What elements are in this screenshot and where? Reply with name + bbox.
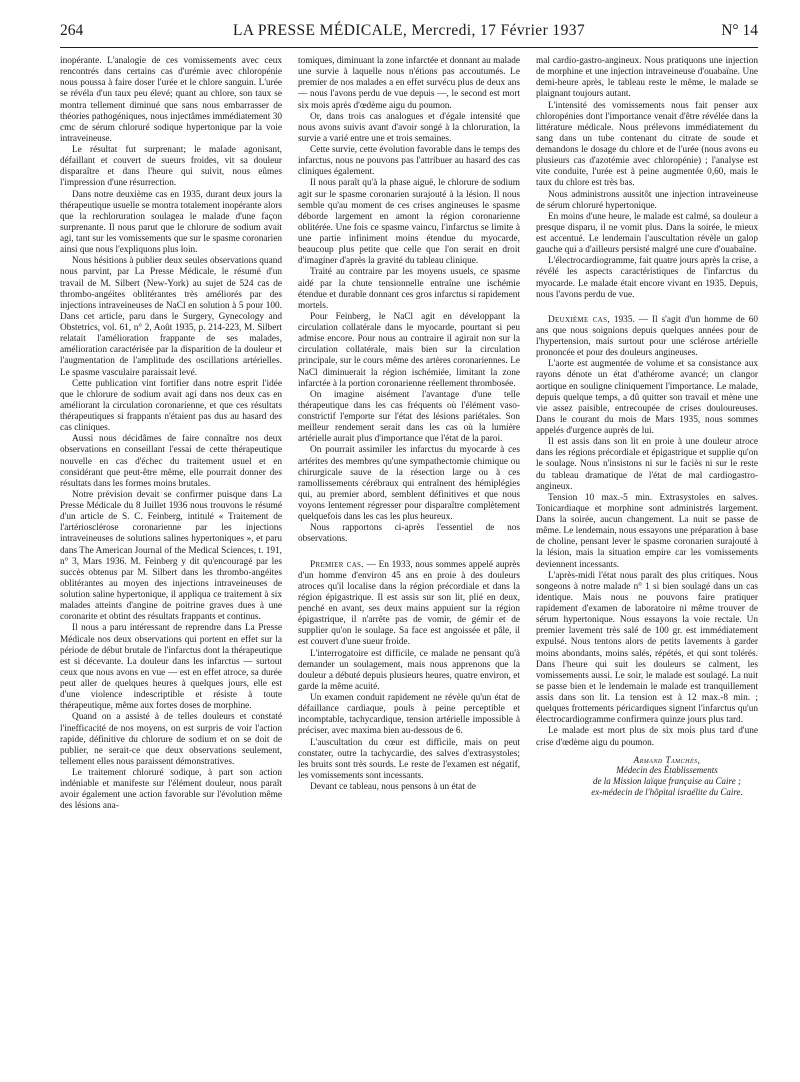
paragraph-text: Quand on a assisté à de telles douleurs et constaté l'inefficacité de nos moyens, on est surpris de voir l'action rapide, définitive du chlorure de sodium et on se doit de publier, ne serait-ce que deux observations seulement, tellement elles nous paraissent démonstratives.: [60, 712, 282, 767]
paragraph: [298, 523, 520, 545]
paragraph-text: En moins d'une heure, le malade est calmé, sa douleur a presque disparu, il ne vomit plus. Dans la soirée, le mieux est accentué. Le lendemain l'auscultation révèle un galop gauche qui a d'ailleurs persisté malgré une cure d'ouabaïne.: [536, 211, 758, 256]
issue-number: N° 14: [721, 22, 758, 39]
paragraph: [536, 256, 758, 301]
paragraph-text: Il nous a paru intéressant de reprendre dans La Presse Médicale nos deux observations qui portent en effet sur la période de début brutale de l'infarctus dont la thérapeutique est si décevante. La douleur dans les infarctus — surtout ceux que nous avons en vue — est en effet atroce, sa durée peut aller de quelques heures à quelques jours, elle est d'une violence indescriptible et résiste à toute thérapeutique, même aux fortes doses de morphine.: [60, 623, 282, 712]
paragraph-text: inopérante. L'analogie de ces vomissements avec ceux rencontrés dans certains cas d'urémie avec chloropénie nous poussa à faire doser l'urée et le chlore sanguin. L'urée se révéla d'un taux peu élevé; quant au chlore, son taux se montra tellement diminué que sans nous embarrasser de théories pathogéniques, nous injectâmes immédiatement 30 cmc de sérum chloruré sodique hypertonique par la voie intraveineuse.: [60, 56, 282, 144]
paragraph-text: 1935. — Il s'agit d'un homme de 60 ans que nous soignions depuis quelques années pour de l'hypertension, mais surtout pour une sclérose artérielle prononcée et pour des douleurs angineuses.: [536, 314, 758, 359]
paragraph: [536, 190, 758, 212]
paragraph-text: L'intensité des vomissements nous fait penser aux chloropénies dont l'importance venait d'être révélée dans la littérature médicale. Nous prélevons immédiatement du sang dans un tube contenant du citrate de soude et demandons le dosage du chlore et de l'urée (nous avons eu plusieurs cas d'azotémie avec chloropénie) ; l'analyse est vite conduite, l'urée est à peine augmentée 0,60, mais le taux du chlore est très bas.: [536, 100, 758, 189]
paragraph-text: L'aorte est augmentée de volume et sa consistance aux rayons dénote un état d'athérome avancé; un clangor aortique en souligne cliniquement l'importance. Le malade, depuis quelque temps, a dû quitter son travail et mène une vie assez paisible, entrecoupée de crises douloureuses. Dans le courant du mois de Mars 1935, nous sommes appelés d'urgence auprès de lui.: [536, 359, 758, 436]
paragraph: [536, 571, 758, 727]
header-rule: [60, 47, 758, 48]
paragraph-text: Il nous paraît qu'à la phase aiguë, le chlorure de sodium agit sur le spasme coronarien surajouté à la lésion. Il nous semble qu'au moment de ces crises angineuses le spasme déborde largement en amont la région coronarienne oblitérée. Une fois ce spasme vaincu, l'infarctus se limite à une partie infiniment moins étendue du myocarde, beaucoup plus petite que celle que l'on serait en droit d'imaginer d'après la gravité du tableau clinique.: [298, 178, 520, 267]
paragraph-text: Nous administrons aussitôt une injection intraveineuse de sérum chloruré hypertonique.: [536, 189, 758, 211]
paragraph-text: L'auscultation du cœur est difficile, mais on peut constater, outre la tachycardie, des salves d'extrasystoles; les bruits sont très sourds. Le reste de l'examen est négatif, les vomissements sont incessants.: [298, 737, 520, 781]
paragraph-text: L'électrocardiogramme, fait quatre jours après la crise, a révélé les aspects caractéristiques de l'infarctus du myocarde. Le malade était encore vivant en 1935. Depuis, nous l'avons perdu de vue.: [536, 256, 758, 300]
paragraph-text: L'après-midi l'état nous paraît des plus critiques. Nous songeons à notre malade n° 1 si bien soulagé dans un cas identique. Mais nous ne pouvons faire pratiquer rapidement d'examen de laboratoire ni même trouver de sérum hypertonique. Nous essayons la voie rectale. Un premier lavement très salé de 100 gr. est immédiatement expulsé. Nous tentons alors de petits lavements à garder moins abondants, moins salés, répétés, et qui sont tolérés. Dans l'heure qui suit les douleurs se calment, les vomissements aussi. Le soir, le malade est soulagé. La nuit se passe bien et le lendemain le malade est tranquillement assis dans son lit. La tension est à 12 max.-8 min. ; quelques frottements péricardiques signent l'infarctus qu'un électrocardiogramme confirmera quinze jours plus tard.: [536, 570, 758, 726]
paragraph-text: Devant ce tableau, nous pensons à un état de: [310, 782, 476, 792]
paragraph: [298, 267, 520, 312]
paragraph: [298, 312, 520, 390]
paragraph-text: Dans notre deuxième cas en 1935, durant deux jours la thérapeutique usuelle se montra totalement inopérante alors que la rechloruration soulagea le malade d'une façon surprenante. Il nous parut que le chlorure de sodium avait agi, tant sur les vomissements que sur le spasme coronarien ainsi que nous l'expliquons plus loin.: [60, 189, 282, 256]
paragraph: [298, 445, 520, 523]
page-number: 264: [60, 22, 84, 39]
case-heading: Premier cas.: [310, 559, 364, 570]
paragraph: [298, 782, 520, 793]
paragraph: [60, 145, 282, 190]
paragraph: [298, 693, 520, 738]
paragraph-text: Il est assis dans son lit en proie à une douleur atroce dans les régions précordiale et épigastrique et supplie qu'on le soulage. Nous n'insistons ni sur le faciès ni sur le reste du tableau dramatique de l'état de mal cardiogastro-angineux.: [536, 437, 758, 492]
journal-title: LA PRESSE MÉDICALE, Mercredi, 17 Février 1937: [232, 22, 586, 39]
paragraph-text: On imagine aisément l'avantage d'une telle thérapeutique dans les cas fréquents où l'élément vaso-constrictif l'emporte sur l'état des lésions pariétales. Son meilleur rendement serait dans les cas où la lumière artérielle aurait plus d'importance que l'état de la paroi.: [298, 389, 520, 445]
author-signature: [536, 755, 758, 798]
paragraph-text: Un examen conduit rapidement ne révèle qu'un état de défaillance cardiaque, pouls à peine perceptible et incomptable, tachycardique, tension artérielle impossible à préciser, avec maxima bien au-dessous de 6.: [298, 693, 520, 737]
paragraph: [60, 434, 282, 490]
paragraph-text: mal cardio-gastro-angineux. Nous pratiquons une injection de morphine et une injection intraveineuse d'ouabaïne. Une demi-heure après, le tableau reste le même, le malade se plaignant toujours autant.: [536, 56, 758, 100]
paragraph: [536, 315, 758, 360]
paragraph: [60, 623, 282, 712]
paragraph: [536, 726, 758, 748]
case-heading: Deuxième cas,: [548, 314, 610, 325]
paragraph: [60, 256, 282, 378]
author-name: Armand Tamchès,: [633, 754, 701, 765]
paragraph: [60, 768, 282, 813]
paragraph-text: Cette publication vint fortifier dans notre esprit l'idée que le chlorure de sodium avait agi dans nos deux cas en améliorant la circulation coronarienne, et que ces résultats thérapeutiques si frappants n'étaient pas dus au hasard des cas cliniques.: [60, 378, 282, 434]
paragraph: [536, 212, 758, 257]
paragraph: [298, 738, 520, 783]
paragraph-text: Le traitement chloruré sodique, à part son action indéniable et manifeste sur l'élément douleur, nous paraît avoir également une action favorable sur l'évolution même des lésions ana-: [60, 768, 282, 812]
paragraph-text: Pour Feinberg, le NaCl agit en développant la circulation collatérale dans le myocarde, pourtant si peu admise encore. Pour nous au contraire il agirait non sur la circulation collatérale, mais bien sur la circulation principale, sur le cours même des artères coronariennes. Le NaCl diminuerait la région ischémiée, limitant la zone infarctée à la portion coronarienne réellement thrombosée.: [298, 311, 520, 389]
paragraph: [536, 101, 758, 190]
paragraph-text: L'interrogatoire est difficile, ce malade ne pensant qu'à demander un soulagement, mais nous apprenons que la douleur a débuté depuis plusieurs heures, quatre environ, et garde la même acuité.: [298, 648, 520, 692]
paragraph: [60, 712, 282, 768]
paragraph: [298, 112, 520, 145]
paragraph: [536, 493, 758, 571]
paragraph: [298, 178, 520, 267]
paragraph-text: tomiques, diminuant la zone infarctée et donnant au malade une survie à laquelle nous n'étions pas accoutumés. Le premier de nos malades a en effet survécu plus de deux ans — nous l'avons perdu de vue depuis —, le second est mort six mois après d'œdème aigu du poumon.: [298, 56, 520, 111]
paragraph: [298, 649, 520, 694]
paragraph: [298, 390, 520, 446]
paragraph-text: Traité au contraire par les moyens usuels, ce spasme aidé par la chute tensionnelle entraîne une ischémie étendue et durable donnant ces gros infarctus si rapidement mortels.: [298, 267, 520, 311]
paragraph: [60, 56, 282, 145]
paragraph-text: Nous hésitions à publier deux seules observations quand nous parvint, par La Presse Médicale, le résumé d'un travail de M. Silbert (New-York) au sujet de 524 cas de thrombo-angéites oblitérantes très améliorés par des injections intraveineuses de NaCl en solution à 5 pour 100. Dans cet article, paru dans le Surgery, Gynecology and Obstetrics, vol. 61, n° 2, Août 1935, p. 214-223, M. Silbert relatait l'amélioration frappante de ses malades, amélioration caractérisée par la disparition de la douleur et l'augmentation de l'amplitude des oscillations artérielles. Le spasme vasculaire paraissait levé.: [60, 256, 282, 378]
paragraph: [298, 560, 520, 649]
paragraph: [60, 490, 282, 624]
text-column-3: [536, 56, 758, 798]
author-affiliation-3: ex-médecin de l'hôpital israélite du Caire.: [591, 787, 743, 798]
paragraph: [60, 190, 282, 257]
author-affiliation-1: Médecin des Établissements: [616, 765, 718, 776]
paragraph-text: Le résultat fut surprenant; le malade agonisant, défaillant et couvert de sueurs froides, vit sa douleur disparaître et dans l'heure qui suivit, nous eûmes l'impression d'une résurrection.: [60, 145, 282, 189]
paragraph-text: Nous rapportons ci-après l'essentiel de nos observations.: [298, 523, 520, 545]
paragraph-text: Cette survie, cette évolution favorable dans le temps des infarctus, nous ne pouvons pas l'attribuer au hasard des cas cliniques également.: [298, 145, 520, 178]
paragraph: [60, 379, 282, 435]
paragraph: [298, 145, 520, 178]
paragraph: [298, 56, 520, 112]
paragraph-text: Aussi nous décidâmes de faire connaître nos deux observations en conseillant l'essai de cette thérapeutique nouvelle en cas d'échec du traitement usuel et en considérant que peut-être même, elle pourrait donner des résultats dans les formes moins brutales.: [60, 434, 282, 489]
paragraph-text: — En 1933, nous sommes appelé auprès d'un homme d'environ 45 ans en proie à des douleurs atroces qu'il localise dans la région précordiale et dans la région épigastrique. Il est assis sur son lit, plié en deux, penché en avant, ses deux mains appuient sur la région épigastrique, il n'arrête pas de vomir, de gémir et de supplier qu'on le soulage. Sa face est angoissée et pâle, il est couvert d'une sueur froide.: [298, 559, 520, 648]
text-column-2: [298, 56, 520, 793]
paragraph: [536, 56, 758, 101]
paragraph-text: Tension 10 max.-5 min. Extrasystoles en salves. Tonicardiaque et morphine sont administrés largement. Dans la soirée, aucun changement. La nuit se passe de même. Le lendemain, nous essayons une préparation à base de choline, pensant lever le spasme coronarien surajouté à la lésion, mais la situation empire car les vomissements deviennent incessants.: [536, 492, 758, 570]
paragraph-text: Or, dans trois cas analogues et d'égale intensité que nous avons suivis avant d'avoir songé à la chloruration, la survie a varié entre une et trois semaines.: [298, 111, 520, 144]
paragraph-text: Notre prévision devait se confirmer puisque dans La Presse Médicale du 8 Juillet 1936 nous trouvons le résumé d'un article de S. C. Feinberg, intitulé « Traitement de l'artériosclérose coronarienne par les injections intraveineuses de solutions salines hypertoniques », et paru dans The American Journal of the Medical Sciences, t. 191, n° 3, Mars 1936. M. Feinberg y dit qu'encouragé par les succès obtenus par M. Silbert dans les thrombo-angéites oblitérantes au moyen des injections intraveineuses de solution saline hypertonique, il appliqua ce traitement à six malades atteints d'angine de poitrine graves dues à une coronarite et obtint des résultats frappants et continus.: [60, 489, 282, 623]
paragraph-text: On pourrait assimiler les infarctus du myocarde à ces artérites des membres qu'une sympathectomie chimique ou chirurgicale sauve de la résection large ou à ces ramollissements cérébraux qui entraînent des hémiplégies qui, au premier abord, semblent définitives et que nous voyons lentement régresser pour disparaître complètement quelquefois dans les cas les plus heureux.: [298, 445, 520, 523]
text-column-1: [60, 56, 282, 813]
paragraph: [536, 437, 758, 493]
author-affiliation-2: de la Mission laïque française au Caire ;: [593, 776, 741, 787]
page-header: [60, 22, 758, 46]
paragraph-text: Le malade est mort plus de six mois plus tard d'une crise d'œdème aigu du poumon.: [536, 726, 758, 748]
paragraph: [536, 359, 758, 437]
